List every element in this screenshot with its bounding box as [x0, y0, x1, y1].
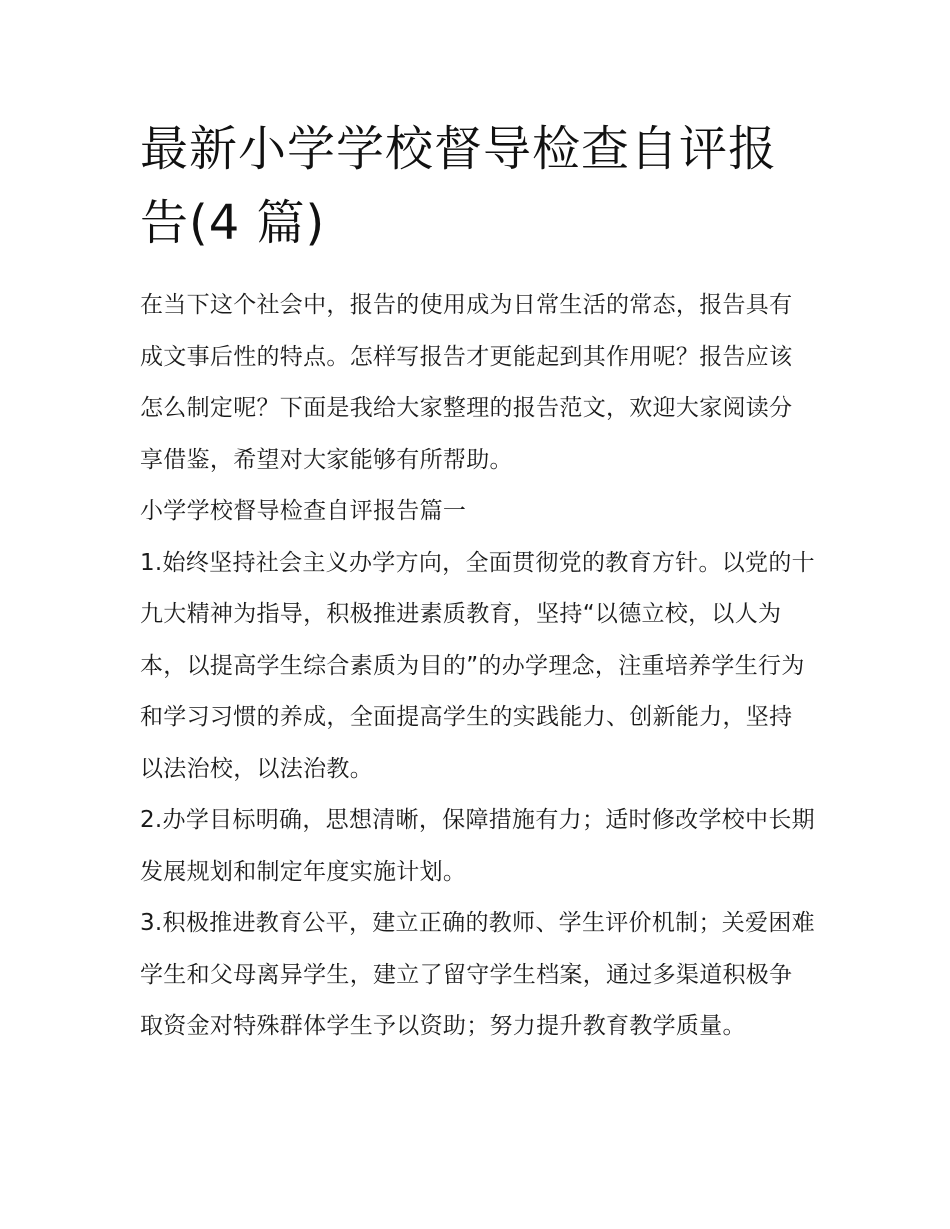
list-item-2: 2.办学目标明确，思想清晰，保障措施有力；适时修改学校中长期发展规划和制定年度实施计划。: [140, 807, 815, 885]
document-title: 最新小学学校督导检查自评报告(4 篇): [140, 121, 778, 251]
document-body: [140, 280, 815, 1053]
section-heading: 小学学校督导检查自评报告篇一: [140, 498, 467, 524]
list-item-3: 3.积极推进教育公平，建立正确的教师、学生评价机制；关爱困难学生和父母离异学生，建立了留守学生档案，通过多渠道积极争取资金对特殊群体学生予以资助；努力提升教育教学质量。: [140, 910, 815, 1039]
document-page: [140, 112, 815, 1053]
intro-paragraph: 在当下这个社会中，报告的使用成为日常生活的常态，报告具有成文事后性的特点。怎样写报告才更能起到其作用呢？报告应该怎么制定呢？下面是我给大家整理的报告范文，欢迎大家阅读分享借鉴，希望对大家能够有所帮助。: [140, 292, 793, 473]
list-item-1: 1.始终坚持社会主义办学方向，全面贯彻党的教育方针。以党的十九大精神为指导，积极推进素质教育，坚持“以德立校，以人为本，以提高学生综合素质为目的”的办学理念，注重培养学生行为和学习习惯的养成，全面提高学生的实践能力、创新能力，坚持以法治校，以法治教。: [140, 549, 815, 782]
